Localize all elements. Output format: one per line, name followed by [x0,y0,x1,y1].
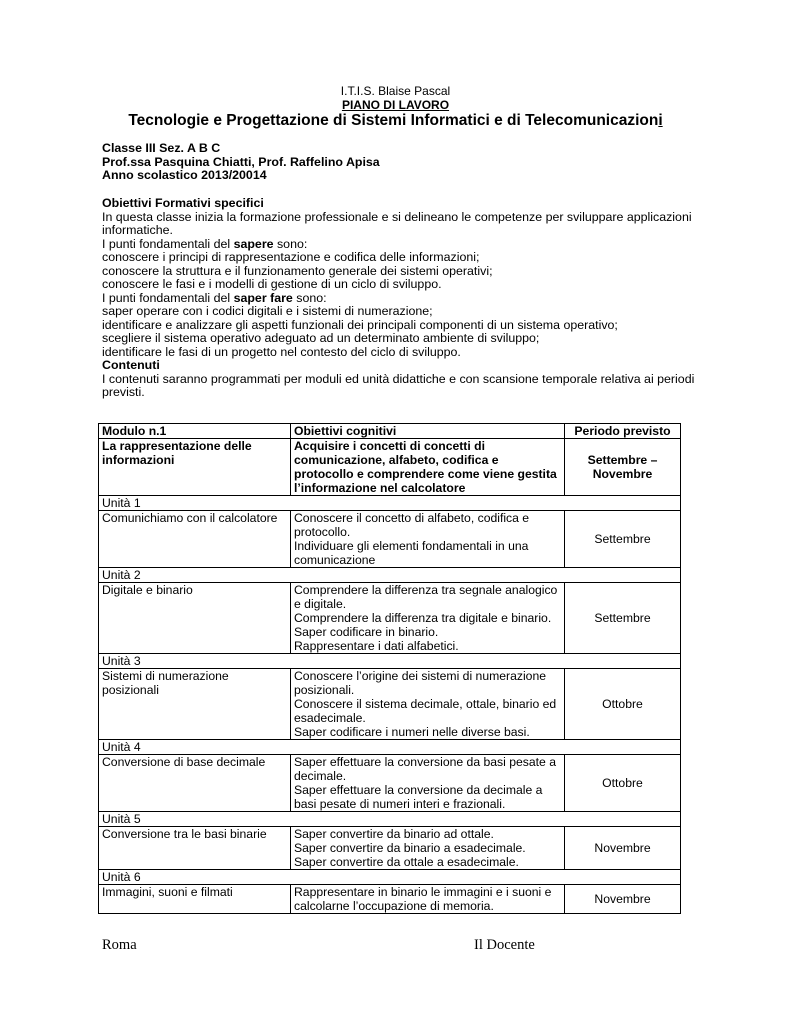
units-body [99,496,681,914]
objectives-intro: In questa classe inizia la formazione professionale e si delineano le competenze per sviluppare applicazioni informatiche. [102,209,692,237]
school-name: I.T.I.S. Blaise Pascal [340,84,451,98]
unit-period: Novembre [565,827,681,870]
unit-name: Conversione di base decimale [99,755,291,812]
unit-label-row [99,740,681,755]
unit-label-row [99,496,681,511]
unit-label: Unità 5 [99,812,681,827]
page-title [0,112,791,130]
unit-objective-line: Saper codificare in binario. [294,625,439,639]
unit-name: Comunichiamo con il calcolatore [99,511,291,568]
objectives-heading: Obiettivi Formativi specifici [102,196,264,210]
unit-name: Conversione tra le basi binarie [99,827,291,870]
unit-objectives [291,583,565,654]
unit-period: Ottobre [565,669,681,740]
sapere-line [102,238,702,252]
unit-label: Unità 6 [99,870,681,885]
unit-period: Ottobre [565,755,681,812]
contents-text: I contenuti saranno programmati per moduli ed unità didattiche e con scansione temporale relativa ai periodi previsti. [102,371,695,399]
saperfare-item: scegliere il sistema operativo adeguato ad un determinato ambiente di sviluppo; [102,331,540,345]
unit-objective-line: Saper convertire da binario a esadecimale. [294,841,526,855]
document-type: PIANO DI LAVORO [341,98,450,112]
unit-label-row [99,568,681,583]
saperfare-suffix: sono: [292,290,327,305]
unit-label-row [99,812,681,827]
header-module: Modulo n.1 [99,424,291,439]
module-table [98,423,681,914]
module-objective: Acquisire i concetti di concetti di comunicazione, alfabeto, codifica e protocollo e comprendere come viene gestita l’informazione nel calcolatore [291,439,565,496]
unit-objective-line: Saper convertire da binario ad ottale. [294,827,494,841]
unit-objectives [291,511,565,568]
title-text: Tecnologie e Progettazione di Sistemi Informatici e di Telecomunicazion [128,112,659,129]
sapere-keyword: sapere [233,236,274,251]
table-header-row [99,424,681,439]
unit-name: Immagini, suoni e filmati [99,885,291,914]
unit-period: Settembre [565,511,681,568]
title-last-letter: i [658,112,663,129]
teacher-signature-label: Il Docente [474,937,535,953]
saperfare-prefix: I punti fondamentali del [102,290,234,305]
unit-objective-line: Conoscere l’origine dei sistemi di numerazione posizionali. [294,669,546,697]
unit-objectives [291,885,565,914]
unit-objectives [291,669,565,740]
unit-row [99,511,681,568]
sapere-prefix: I punti fondamentali del [102,236,234,251]
unit-period: Novembre [565,885,681,914]
unit-label-row [99,870,681,885]
unit-row [99,827,681,870]
contents-heading: Contenuti [102,358,160,372]
school-year: Anno scolastico 2013/20014 [102,168,267,182]
unit-name: Digitale e binario [99,583,291,654]
teachers: Prof.ssa Pasquina Chiatti, Prof. Raffelino Apisa [102,154,380,169]
saperfare-item: saper operare con i codici digitali e i sistemi di numerazione; [102,304,433,318]
unit-period: Settembre [565,583,681,654]
class-info [102,142,702,183]
sapere-suffix: sono: [273,236,308,251]
saperfare-line [102,292,702,306]
class-section: Classe III Sez. A B C [102,141,221,155]
module-period: Settembre – Novembre [565,439,681,496]
unit-name: Sistemi di numerazione posizionali [99,669,291,740]
unit-objective-line: Conoscere il sistema decimale, ottale, binario ed esadecimale. [294,697,557,725]
unit-label: Unità 4 [99,740,681,755]
header-period: Periodo previsto [565,424,681,439]
unit-row [99,583,681,654]
unit-objective-line: Rappresentare in binario le immagini e i suoni e calcolarne l’occupazione di memoria. [294,885,552,913]
unit-objectives [291,827,565,870]
module-row [99,439,681,496]
unit-row [99,885,681,914]
saperfare-keyword: saper fare [233,290,293,305]
unit-objectives [291,755,565,812]
unit-objective-line: Comprendere la differenza tra digitale e binario. [294,611,552,625]
unit-objective-line: Rappresentare i dati alfabetici. [294,639,459,653]
saperfare-item: identificare le fasi di un progetto nel contesto del ciclo di sviluppo. [102,344,461,359]
unit-objective-line: Conoscere il concetto di alfabeto, codifica e protocollo. [294,511,530,539]
unit-row [99,755,681,812]
unit-label: Unità 2 [99,568,681,583]
place-label: Roma [102,937,137,953]
unit-label-row [99,654,681,669]
unit-label: Unità 3 [99,654,681,669]
module-name: La rappresentazione delle informazioni [99,439,291,496]
unit-objective-line: Individuare gli elementi fondamentali in una comunicazione [294,539,529,567]
unit-objective-line: Saper effettuare la conversione da basi pesate a decimale. [294,755,556,783]
sapere-item: conoscere la struttura e il funzionamento generale dei sistemi operativi; [102,263,493,278]
unit-objective-line: Saper codificare i numeri nelle diverse basi. [294,725,530,739]
unit-objective-line: Comprendere la differenza tra segnale analogico e digitale. [294,583,558,611]
saperfare-item: identificare e analizzare gli aspetti funzionali dei principali componenti di un sistema operativo; [102,317,618,332]
sapere-item: conoscere le fasi e i modelli di gestione di un ciclo di sviluppo. [102,277,442,291]
unit-objective-line: Saper convertire da ottale a esadecimale. [294,855,519,869]
objectives-section [102,197,702,400]
unit-row [99,669,681,740]
header-objectives: Obiettivi cognitivi [291,424,565,439]
sapere-item: conoscere i principi di rappresentazione e codifica delle informazioni; [102,250,480,264]
unit-objective-line: Saper effettuare la conversione da decimale a basi pesate di numeri interi e frazionali. [294,783,543,811]
unit-label: Unità 1 [99,496,681,511]
